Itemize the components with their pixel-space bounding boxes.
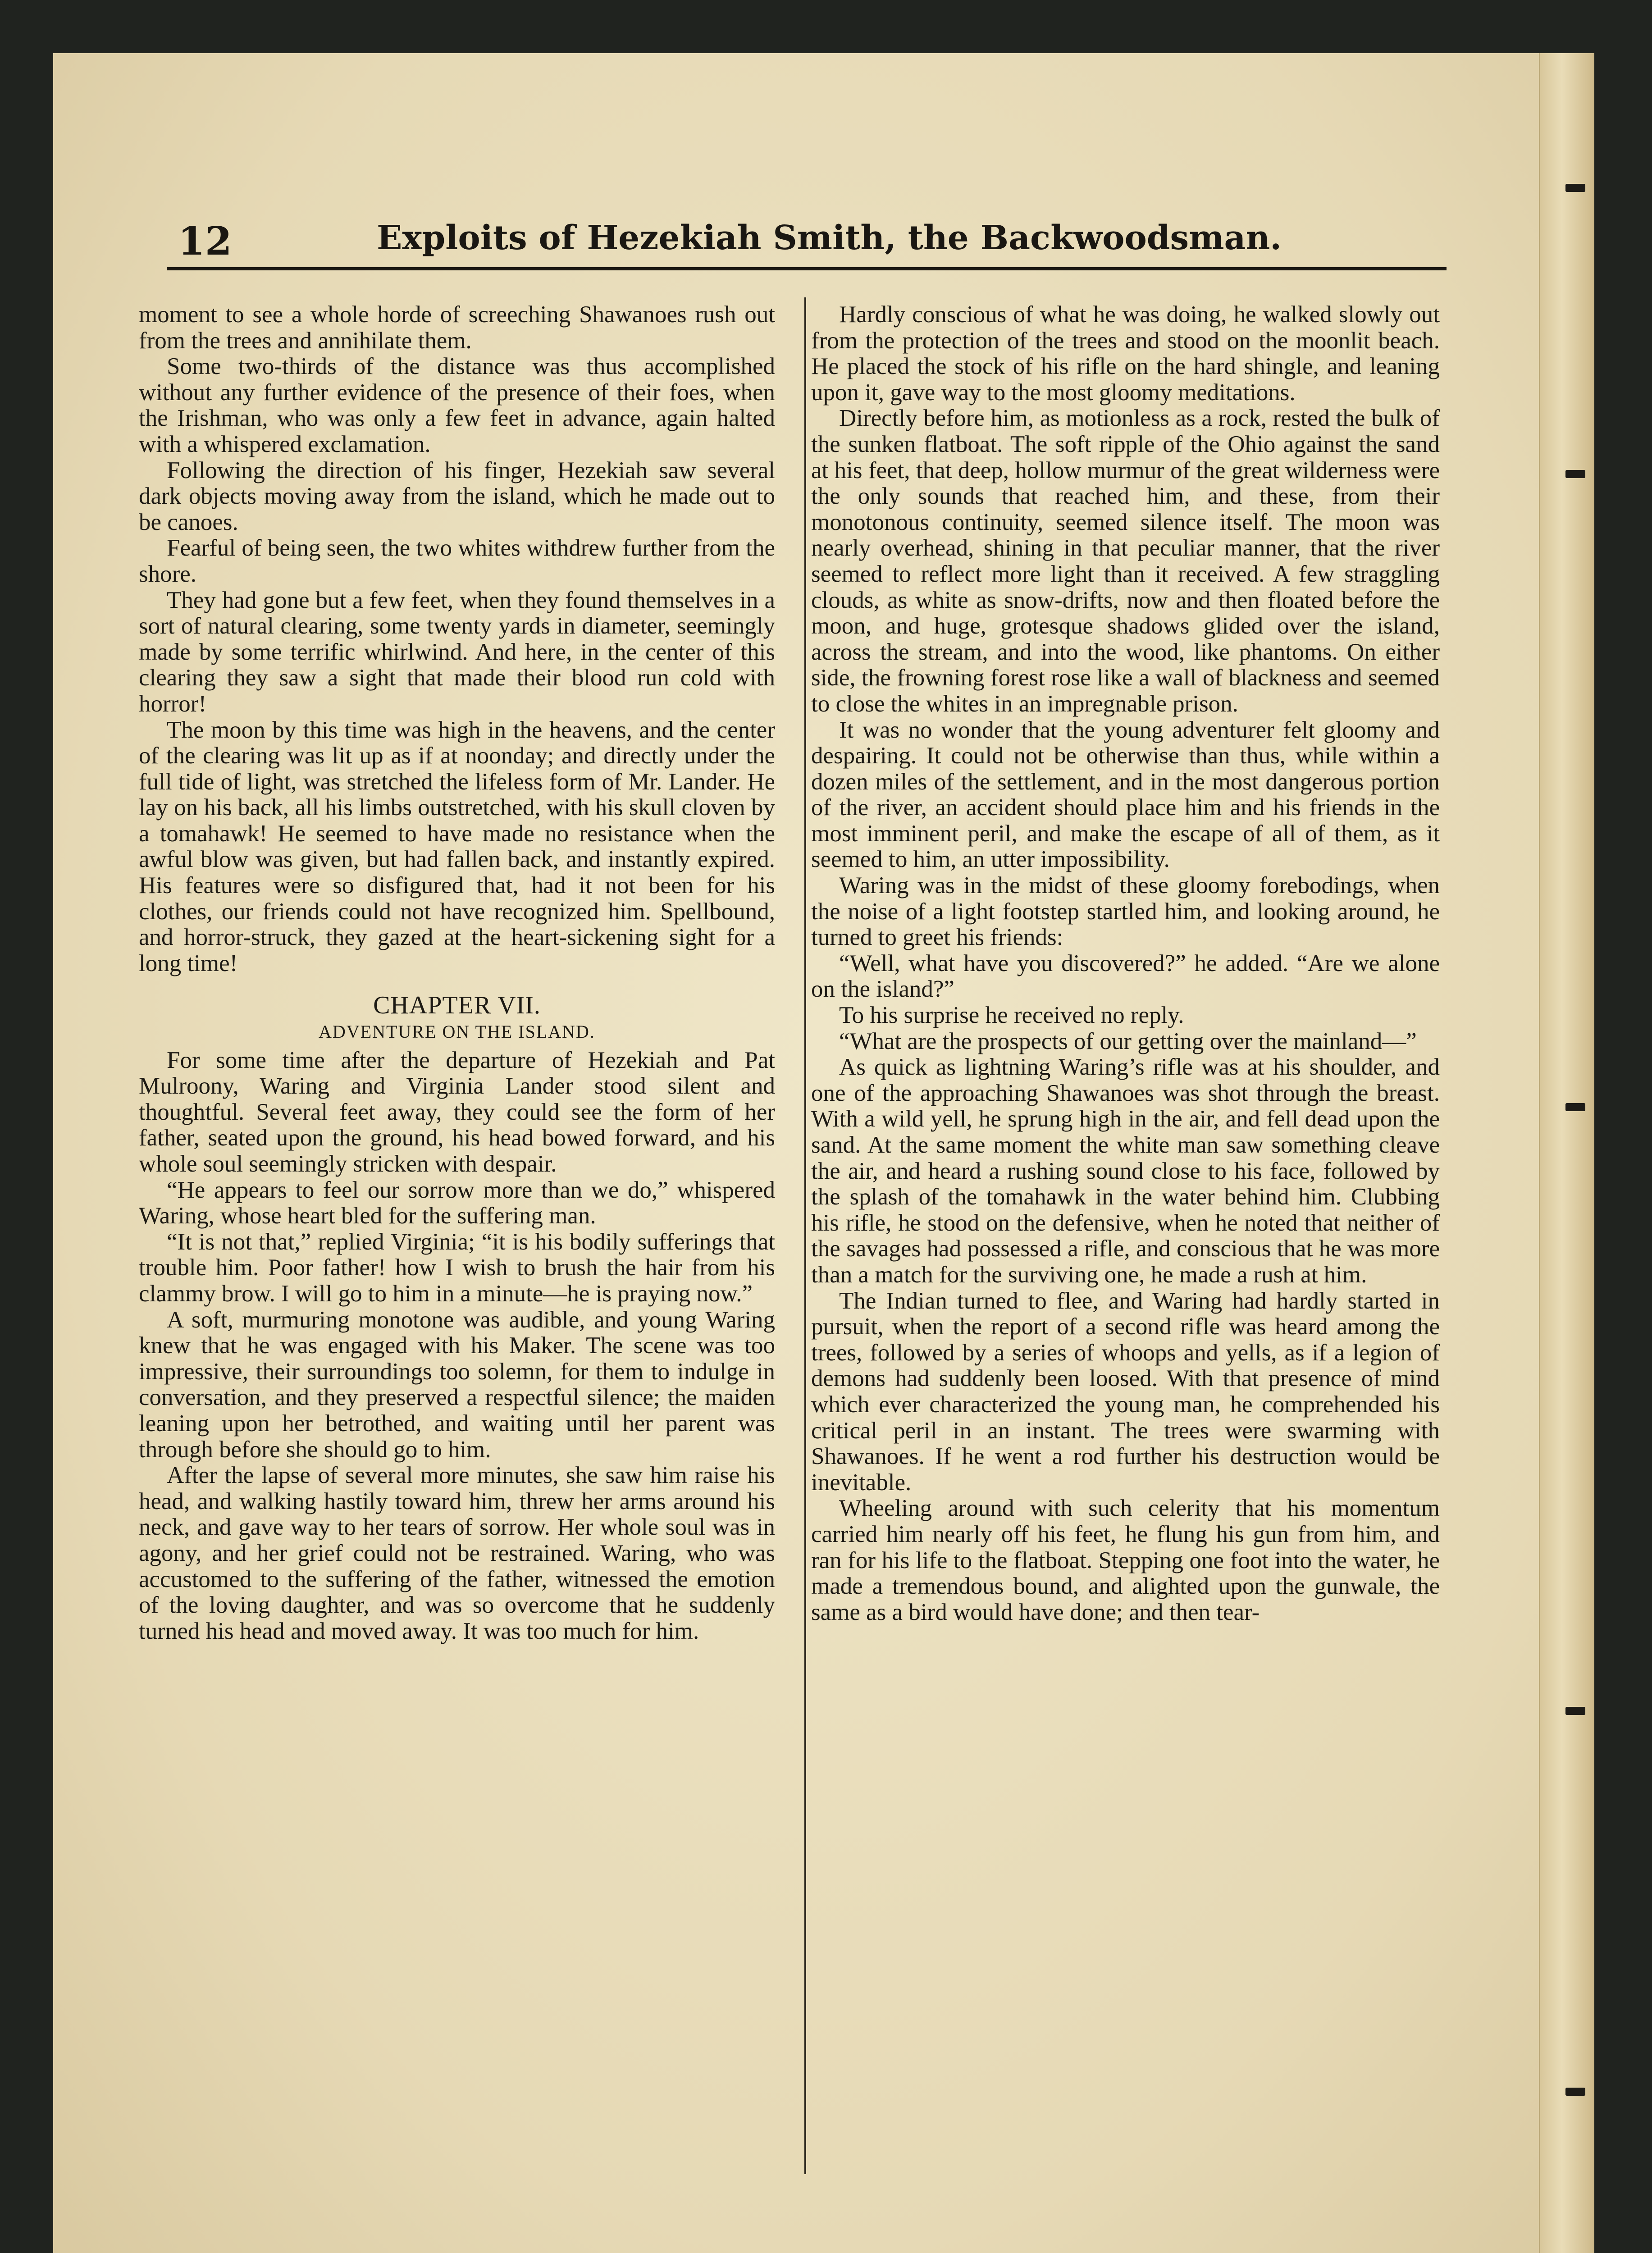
binding-tab (1565, 2088, 1585, 2096)
paragraph: Directly before him, as motionless as a rock, rested the bulk of the sunken flatboat. The soft ripple of the Ohio against the sand at his feet, that deep, hollow murmur of the great wilderness were the only sounds that reached him, and these, from their monotonous continuity, seemed silence itself. The moon was nearly overhead, shining in that peculiar manner, that the river seemed to reflect more light than it received. A few straggling clouds, as white as snow-drifts, now and then floated before the moon, and huge, grotesque shadows glided over the island, across the stream, and into the wood, like phantoms. On either side, the frowning forest rose like a wall of blackness and seemed to close the whites in an impregnable prison. (811, 405, 1440, 717)
binding-tab (1565, 184, 1585, 192)
paragraph: As quick as lightning Waring’s rifle was at his shoulder, and one of the approaching Shawanoes was shot through the breast. With a wild yell, he sprung high in the air, and fell dead upon the sand. At the same moment the white man saw something cleave the air, and heard a rushing sound close to his face, followed by the splash of the tomahawk in the water behind him. Clubbing his rifle, he stood on the defensive, when he noted that neither of the savages had possessed a rifle, and conscious that he was more than a match for the surviving one, he made a rush at him. (811, 1054, 1440, 1288)
paragraph: Fearful of being seen, the two whites withdrew further from the shore. (139, 535, 775, 587)
paragraph: “He appears to feel our sorrow more than we do,” whispered Waring, whose heart bled for the suffering man. (139, 1177, 775, 1229)
paragraph: Following the direction of his finger, Hezekiah saw several dark objects moving away from the island, which he made out to be canoes. (139, 457, 775, 535)
binding-tab (1565, 1103, 1585, 1111)
chapter-title: CHAPTER VII. (373, 991, 541, 1020)
paragraph: They had gone but a few feet, when they found themselves in a sort of natural clearing, some twenty yards in diameter, seemingly made by some terrific whirlwind. And here, in the center of this clearing they saw a sight that made their blood run cold with horror! (139, 587, 775, 717)
paragraph: Some two-thirds of the distance was thus accomplished without any further evidence of the presence of their foes, when the Irishman, who was only a few feet in advance, again halted with a whispered exclamation. (139, 353, 775, 457)
paragraph: “It is not that,” replied Virginia; “it is his bodily sufferings that trouble him. Poor father! how I wish to brush the hair from his clammy brow. I will go to him in a minute—he is praying now.” (139, 1228, 775, 1307)
chapter-subtitle: ADVENTURE ON THE ISLAND. (319, 1022, 595, 1042)
paragraph: Wheeling around with such celerity that his momentum carried him nearly off his feet, he flung his gun from him, and ran for his life to the flatboat. Stepping one foot into the water, he made a tremendous bound, and alighted upon the gunwale, the same as a bird would have done; and then tear- (811, 1495, 1440, 1625)
paragraph: It was no wonder that the young adventurer felt gloomy and despairing. It could not be otherwise than thus, while within a dozen miles of the settlement, and in the most dangerous portion of the river, an accident should place him and his friends in the most imminent peril, and make the escape of all of them, as it seemed to him, an utter impossibility. (811, 716, 1440, 873)
paragraph: The moon by this time was high in the heavens, and the center of the clearing was lit up as if at noonday; and directly under the full tide of light, was stretched the lifeless form of Mr. Lander. He lay on his back, all his limbs outstretched, with his skull cloven by a tomahawk! He seemed to have made no resistance when the awful blow was given, but had fallen back, and instantly expired. His features were so disfigured that, had it not been for his clothes, our friends could not have recognized him. Spellbound, and horror-struck, they gazed at the heart-sickening sight for a long time! (139, 716, 775, 976)
paragraph: “Well, what have you discovered?” he added. “Are we alone on the island?” (811, 950, 1440, 1003)
paragraph: For some time after the departure of Hezekiah and Pat Mulroony, Waring and Virginia Lander stood silent and thoughtful. Several feet away, they could see the form of her father, seated upon the ground, his head bowed forward, and his whole soul seemingly stricken with despair. (139, 1047, 775, 1177)
paragraph: Waring was in the midst of these gloomy forebodings, when the noise of a light footstep startled him, and looking around, he turned to greet his friends: (811, 872, 1440, 951)
page-edge (1539, 53, 1594, 2253)
paragraph: To his surprise he received no reply. (839, 1002, 1184, 1029)
column-divider (804, 297, 806, 2174)
running-title: Exploits of Hezekiah Smith, the Backwoodsman. (376, 219, 1282, 257)
binding-tab (1565, 1707, 1585, 1715)
paragraph: The Indian turned to flee, and Waring had hardly started in pursuit, when the report of a second rifle was heard among the trees, followed by a series of whoops and yells, as if a legion of demons had suddenly been loosed. With that presence of mind which ever characterized the young man, he comprehended his critical peril in an instant. The trees were swarming with Shawanoes. If he went a rod further his destruction would be inevitable. (811, 1287, 1440, 1496)
paragraph: Hardly conscious of what he was doing, he walked slowly out from the protection of the trees and stood on the moonlit beach. He placed the stock of his rifle on the hard shingle, and leaning upon it, gave way to the most gloomy meditations. (811, 301, 1440, 406)
paragraph: After the lapse of several more minutes, she saw him raise his head, and walking hastily toward him, threw her arms around his neck, and gave way to her tears of sorrow. Her whole soul was in agony, and her grief could not be restrained. Waring, who was accustomed to the suffering of the father, witnessed the emotion of the loving daughter, and was so overcome that he suddenly turned his head and moved away. It was too much for him. (139, 1462, 775, 1644)
paragraph: moment to see a whole horde of screeching Shawanoes rush out from the trees and annihilate them. (139, 301, 775, 354)
running-header (122, 160, 1447, 264)
page-number: 12 (178, 219, 232, 264)
right-column (811, 302, 1440, 1625)
paragraph: A soft, murmuring monotone was audible, and young Waring knew that he was engaged with his Maker. The scene was too impressive, their surroundings too solemn, for them to indulge in conversation, and they preserved a respectful silence; the maiden leaning upon her betrothed, and waiting until her parent was through before she should go to him. (139, 1306, 775, 1463)
binding-tab (1565, 470, 1585, 478)
paragraph: “What are the prospects of our getting over the mainland—” (839, 1028, 1417, 1054)
header-rule (167, 267, 1447, 270)
left-column (139, 302, 775, 1644)
